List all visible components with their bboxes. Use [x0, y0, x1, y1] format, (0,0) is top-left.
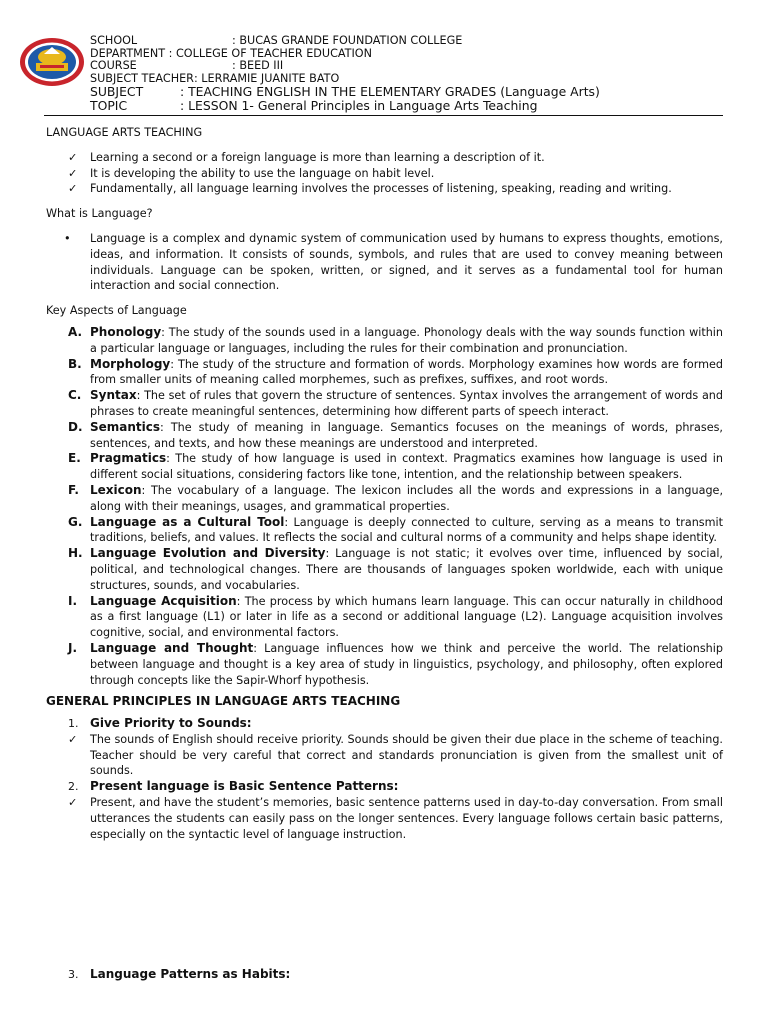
subject-label: SUBJECT: [90, 84, 144, 100]
list-item: F. Lexicon: The vocabulary of a language. The lexicon includes all the words and expressions in a language, along with their meanings, usages, and grammatical properties.: [68, 482, 723, 513]
section-title-key-aspects: Key Aspects of Language: [46, 304, 187, 318]
list-item: D. Semantics: The study of meaning in language. Semantics focuses on the meanings of words, phrases, sentences, and texts, and how these meanings are understood and interpreted.: [68, 419, 723, 450]
check-icon: ✓: [68, 150, 78, 164]
section-title-language-arts: LANGUAGE ARTS TEACHING: [46, 126, 203, 139]
list-item: I. Language Acquisition: The process by which humans learn language. This can occur naturally in childhood as a first language (L1) or later in life as a second or additional language (L2). Language acquisition involves cognitive, social, and environmental factors.: [68, 593, 723, 640]
list-item: C. Syntax: The set of rules that govern the structure of sentences. Syntax involves the arrangement of words and phrases to create meaningful sentences, determining how different parts of speech interact.: [68, 388, 723, 418]
list-item: E. Pragmatics: The study of how language is used in context. Pragmatics examines how language is used in different social situations, considering factors like tone, intention, and the relationship between speakers.: [68, 451, 723, 482]
subject-value: : TEACHING ENGLISH IN THE ELEMENTARY GRADES (Language Arts): [180, 84, 600, 100]
check-icon: ✓: [68, 166, 78, 180]
list-item: ✓ Present, and have the student’s memories, basic sentence patterns used in day-to-day conversation. From small utterances the students can easily pass on the longer sentences. Every language follows certain basic patterns, especially on the syntactic level of language instruction.: [46, 795, 723, 842]
check-icon: ✓: [68, 732, 78, 746]
list-item: ✓ The sounds of English should receive priority. Sounds should be given their due place in the scheme of teaching. Teacher should be very careful that correct and standards pronunciation is given from the smallest unit of sounds.: [46, 732, 723, 779]
list-item: 3. Language Patterns as Habits:: [68, 967, 291, 981]
list-item: ✓ Fundamentally, all language learning involves the processes of listening, speaking, reading and writing.: [46, 181, 723, 197]
list-item: A. Phonology: The study of the sounds used in a language. Phonology deals with the way sounds function within a particular language or languages, including the rules for their combination and pronunciation.: [68, 324, 723, 355]
teacher-value: : LERRAMIE JUANITE BATO: [193, 71, 340, 85]
course-value: : BEED III: [232, 59, 284, 73]
topic-label: TOPIC: [90, 98, 128, 114]
list-item: ✓ It is developing the ability to use the language on habit level.: [46, 166, 723, 182]
bullet-icon: •: [64, 231, 71, 245]
school-value: : BUCAS GRANDE FOUNDATION COLLEGE: [232, 34, 463, 47]
list-item: 1. Give Priority to Sounds:: [68, 716, 252, 731]
check-icon: ✓: [68, 796, 78, 810]
school-label: SCHOOL: [90, 34, 138, 47]
department-value: : COLLEGE OF TEACHER EDUCATION: [168, 46, 372, 60]
document-body: [46, 125, 723, 842]
department-label: DEPARTMENT: [90, 46, 166, 60]
teacher-label: SUBJECT TEACHER: [90, 71, 194, 85]
course-label: COURSE: [90, 59, 137, 73]
list-item: H. Language Evolution and Diversity: Language is not static; it evolves over time, influenced by social, political, and technological changes. There are thousands of languages spoken worldwide, each with unique structures, sounds, and vocabularies.: [68, 546, 723, 592]
section-title-general-principles: GENERAL PRINCIPLES IN LANGUAGE ARTS TEACHING: [46, 694, 401, 709]
college-seal-logo: [18, 36, 86, 88]
list-item: B. Morphology: The study of the structure and formation of words. Morphology examines how words are formed from smaller units of meaning called morphemes, such as prefixes, suffixes, and root words.: [68, 356, 723, 387]
list-item: ✓ Learning a second or a foreign language is more than learning a description of it.: [46, 150, 723, 166]
list-item: 2. Present language is Basic Sentence Patterns:: [68, 779, 399, 794]
section-title-what-is-language: What is Language?: [46, 207, 153, 221]
header-divider: [44, 115, 723, 116]
list-item: • Language is a complex and dynamic system of communication used by humans to express thoughts, emotions, ideas, and information. It consists of sounds, symbols, and rules that are used to convey meaning between individuals. Language can be spoken, written, or signed, and it serves as a fundamental tool for human interaction and social connection.: [46, 231, 723, 294]
document-header: [90, 35, 730, 113]
list-item: J. Language and Thought: Language influences how we think and perceive the world. The relationship between language and thought is a key area of study in linguistics, psychology, and philosophy, often explored through concepts like the Sapir-Whorf hypothesis.: [68, 640, 723, 687]
topic-value: : LESSON 1- General Principles in Language Arts Teaching: [180, 98, 538, 114]
list-item: G. Language as a Cultural Tool: Language is deeply connected to culture, serving as a means to transmit traditions, beliefs, and values. It reflects the social and cultural norms of a community and helps shape identity.: [68, 514, 724, 545]
check-icon: ✓: [68, 182, 78, 196]
